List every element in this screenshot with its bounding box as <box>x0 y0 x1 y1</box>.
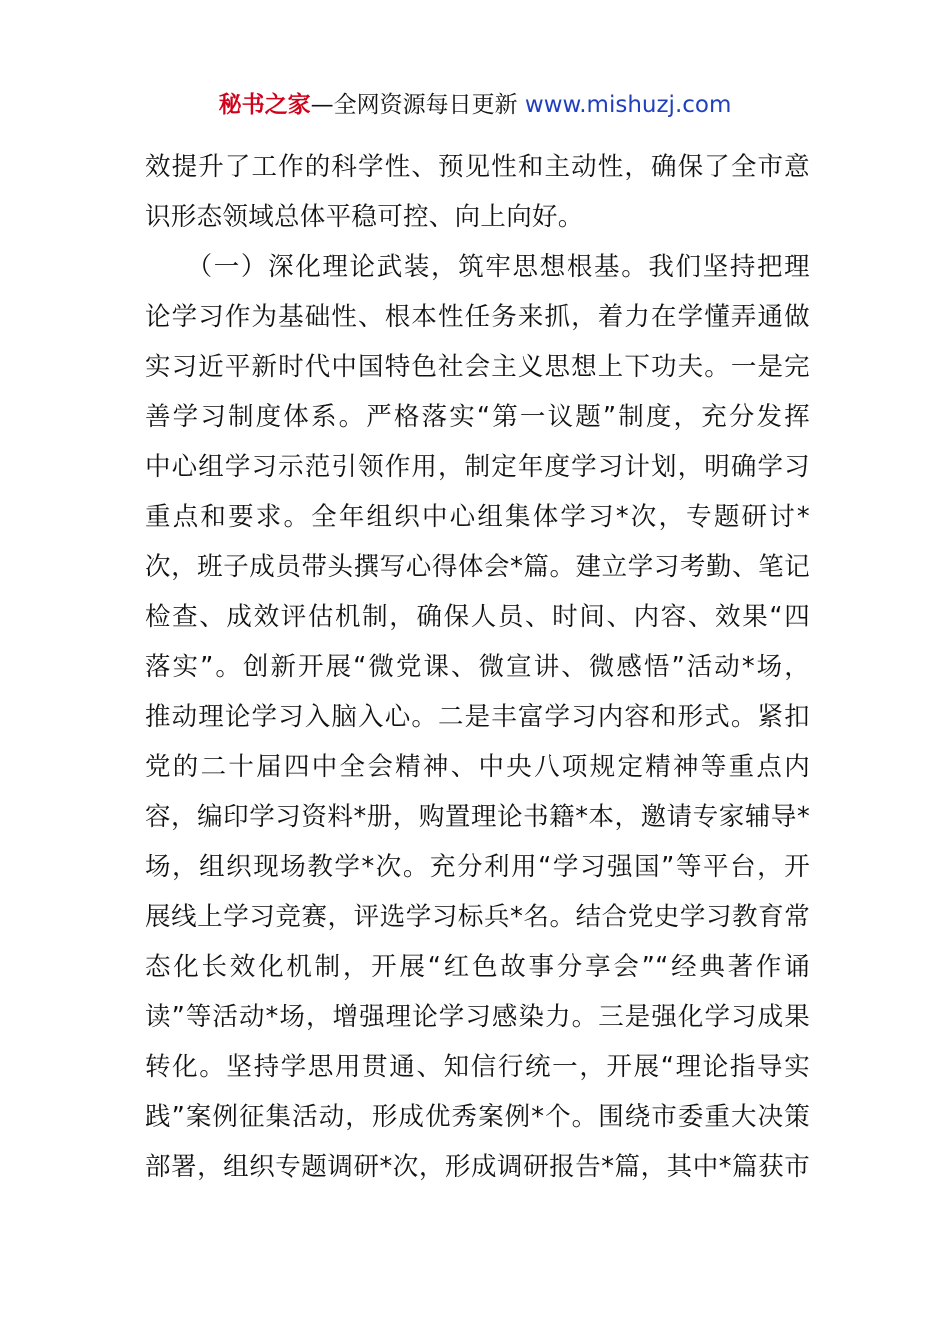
body-line: 党的二十届四中全会精神、中央八项规定精神等重点内 <box>145 752 810 782</box>
body-line: 善学习制度体系。严格落实“第一议题”制度，充分发挥 <box>145 402 810 432</box>
body-line: 态化长效化机制，开展“红色故事分享会”“经典著作诵 <box>145 952 810 982</box>
body-line: 落实”。创新开展“微党课、微宣讲、微感悟”活动*场， <box>145 652 810 682</box>
body-line: 容，编印学习资料*册，购置理论书籍*本，邀请专家辅导* <box>145 802 810 832</box>
body-line: 读”等活动*场，增强理论学习感染力。三是强化学习成果 <box>145 1002 810 1032</box>
site-url-link[interactable]: www.mishuzj.com <box>524 92 732 118</box>
site-header <box>0 88 950 122</box>
section-heading-line: （一）深化理论武装，筑牢思想根基。我们坚持把理 <box>145 252 810 282</box>
site-tagline: —全网资源每日更新 <box>310 92 525 118</box>
body-line: 推动理论学习入脑入心。二是丰富学习内容和形式。紧扣 <box>145 702 810 732</box>
document-body <box>145 142 810 1192</box>
body-line: 次，班子成员带头撰写心得体会*篇。建立学习考勤、笔记 <box>145 552 810 582</box>
body-line: 检查、成效评估机制，确保人员、时间、内容、效果“四 <box>145 602 810 632</box>
body-line: 场，组织现场教学*次。充分利用“学习强国”等平台，开 <box>145 852 810 882</box>
body-line: 部署，组织专题调研*次，形成调研报告*篇，其中*篇获市 <box>145 1152 810 1182</box>
body-line: 识形态领域总体平稳可控、向上向好。 <box>145 202 584 232</box>
body-line: 重点和要求。全年组织中心组集体学习*次，专题研讨* <box>145 502 810 532</box>
body-line: 践”案例征集活动，形成优秀案例*个。围绕市委重大决策 <box>145 1102 810 1132</box>
body-line: 展线上学习竞赛，评选学习标兵*名。结合党史学习教育常 <box>145 902 810 932</box>
site-brand: 秘书之家 <box>218 92 311 118</box>
body-line: 论学习作为基础性、根本性任务来抓，着力在学懂弄通做 <box>145 302 810 332</box>
body-line: 中心组学习示范引领作用，制定年度学习计划，明确学习 <box>145 452 810 482</box>
body-line: 转化。坚持学思用贯通、知信行统一，开展“理论指导实 <box>145 1052 810 1082</box>
body-line: 效提升了工作的科学性、预见性和主动性，确保了全市意 <box>145 152 810 182</box>
body-line: 实习近平新时代中国特色社会主义思想上下功夫。一是完 <box>145 352 810 382</box>
